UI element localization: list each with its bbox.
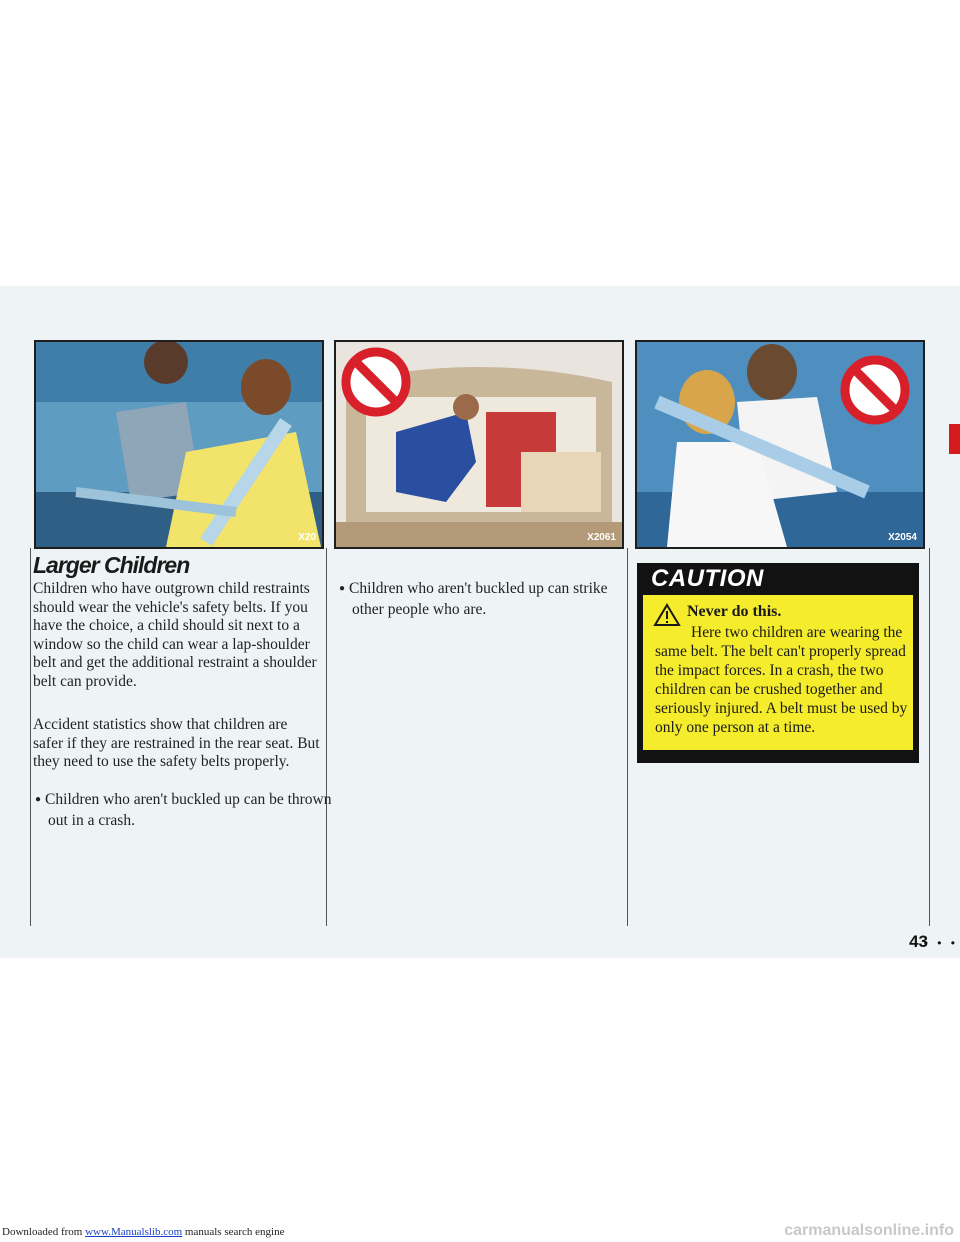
download-footer: [2, 1226, 284, 1238]
manualslib-link[interactable]: www.Manualslib.com: [85, 1226, 183, 1238]
paragraph: Children who have outgrown child restraints should wear the vehicle's safety belts. If you have the choice, a child should sit next to a window so the child can wear a lap-shoulder belt and get the additional restraint a shoulder belt can provide.: [33, 580, 317, 690]
manual-page: [0, 286, 960, 958]
footer-suffix: manuals search engine: [184, 1226, 285, 1238]
bullet-item: ● Children who aren't buckled up can be thrown out in a crash.: [33, 791, 335, 830]
page-number: 43: [909, 932, 928, 951]
caution-title: CAUTION: [651, 565, 764, 592]
illustration-shared-belt: [635, 340, 925, 549]
column-rule: [326, 548, 327, 926]
footer-prefix: Downloaded from: [2, 1226, 83, 1238]
column-rule: [929, 548, 930, 926]
caution-headline: Never do this.: [687, 603, 782, 620]
illustration-code: X20: [298, 532, 316, 543]
illustration-code: X2054: [888, 532, 917, 543]
caution-text: Here two children are wearing the same belt. The belt can't properly spread the impact forces. In a crash, the two children can be crushed together and seriously injured. A belt must be used by only one person at a time.: [655, 624, 908, 736]
section-heading: Larger Children: [33, 552, 190, 578]
bullet-item: ● Children who aren't buckled up can strike other people who are.: [337, 580, 627, 619]
illustration-code: X2061: [587, 532, 616, 543]
illustration-larger-children: [34, 340, 324, 549]
watermark: carmanualsonline.info: [784, 1222, 954, 1239]
column-rule: [30, 548, 31, 926]
illustration-unbuckled-child: [334, 340, 624, 549]
section-tab-marker: [949, 424, 960, 454]
caution-panel: [643, 595, 913, 750]
paragraph: Accident statistics show that children are safer if they are restrained in the rear seat. But they need to use the safety belts properly.: [33, 716, 320, 771]
caution-box: [637, 563, 919, 763]
page-dots: • • •: [923, 936, 958, 950]
column-rule: [627, 548, 628, 926]
